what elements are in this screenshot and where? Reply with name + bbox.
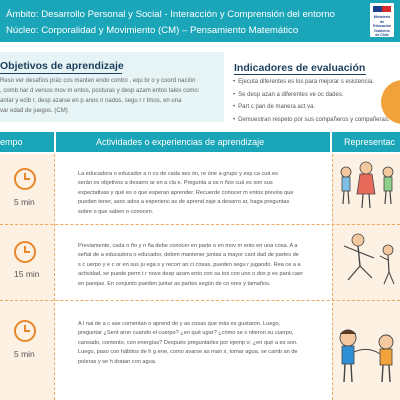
children-group-illustration [334,158,400,222]
flag-blue-icon [373,6,382,12]
indicator-item: • Demuestran respeto por sus compañeros y compañeras. [233,114,400,127]
ministry-logo [370,3,394,37]
objectives-underline [0,73,122,74]
header-banner [0,0,400,42]
objectives-line: antar y ecib r, desp azarse en p anos n nados, segu r r tmos, en una [0,98,182,104]
row-time: 5 min [14,349,35,359]
objectives-line: var edad de juegos. (CM) [0,108,68,114]
objectives-text [0,76,222,116]
clock-icon [14,168,36,190]
table-header-representation: Representac [332,132,400,152]
clock-icon [14,320,36,342]
header-nucleo: Núcleo: Corporalidad y Movimiento (CM) – Pensamiento Matemático [6,25,299,36]
clock-icon [14,241,36,263]
indicator-item: • Se desp azan a diferentes ve oc dades. [233,89,400,102]
column-divider [54,154,55,400]
child-running-illustration [334,228,400,298]
indicator-item: • Ejecuta diferentes es los para mejorar s esistencia. [233,76,400,89]
indicators-list [233,76,400,126]
indicators-title: Indicadores de evaluación [234,62,366,74]
flag-red-icon [382,6,391,12]
activity-line: cansado, contento, con energías? Después preguntarles por ejemp o: ¿en qué a es son. [78,339,298,346]
activity-line: actividad, se puede perm t r nove desp azam ento con sa tos con uno o dos p es pará caer [78,271,304,278]
activity-line: A l nal de a c ase comentan o aprend do y as cosas que más es gustaron. Luego, [78,321,281,327]
objectives-line: , comb nar d versos mov m entos, posturas y desp azam entos tales como: [0,88,200,94]
activity-line: Previamente, cada n ño y n ña debe conocer en parte o en mov m ento en una cosa. A a [78,243,298,249]
row-time: 15 min [14,269,40,279]
objectives-title: Objetivos de aprendizaje [0,60,124,72]
activity-line: serán os objetivos a desarro ar en a cla e. Pregunta a os n ños cuá es son sus [78,180,273,187]
activity-line: señal de a educadora o educador, deben mantener juntas a mayor cant dad de partes de [78,252,299,259]
activity-line: Luego, paso con hábitos de h g ene, como avarse as man s, tomar agua, se camb an de [78,349,298,356]
indicator-item: • Part c pan de manera act va. [233,101,400,114]
activity-line: poleras y se h dratan con agua. [78,358,157,365]
indicators-underline [234,74,366,75]
activity-line: La educadora o educador a n co de cada ses ón, re úne a grupo y exp ca cuá es [78,171,278,177]
table-header-activities: Actividades o experiencias de aprendizaje [56,132,330,152]
activity-line: pueden tener, asoc ados a experienc as de aprend zaje a desarro ar, haga preguntas [78,199,290,206]
table-header-time: empo [0,132,54,152]
row-divider [0,300,400,301]
activity-line: preguntar ¿Sent aron cuando el cuerpo? ¿en qué ugar? ¿cómo se s ntieron su cuerpo, [78,330,294,337]
row-divider [0,224,400,225]
row-activity [78,242,328,289]
activity-line: sobre o que saben o conocen. [78,208,154,215]
column-divider [332,154,333,400]
activity-line: expectativas y qué es o que esperan aprender. Recuerde conocer m entos previos que [78,189,294,196]
header-ambito: Ámbito: Desarrollo Personal y Social - Interacción y Comprensión del entorno [6,9,336,20]
children-circle-illustration [334,304,400,398]
activity-line: en parejas. En conjunto pueden juntar as partes según de co ores y tamaños. [78,280,271,287]
objectives-line: Reso ver desafíos prác cos manten endo contro , equ br o y coord nación [0,78,196,84]
row-activity [78,170,328,217]
logo-text: Ministerio de Educación Gobierno de Chile [373,15,391,37]
row-time: 5 min [14,197,35,207]
row-activity [78,320,328,367]
activity-line: s c uerpo y e c or en sus ju ega s y recorr an ci cosas, pueden segu r jugando. Rea ce a a [78,261,301,268]
